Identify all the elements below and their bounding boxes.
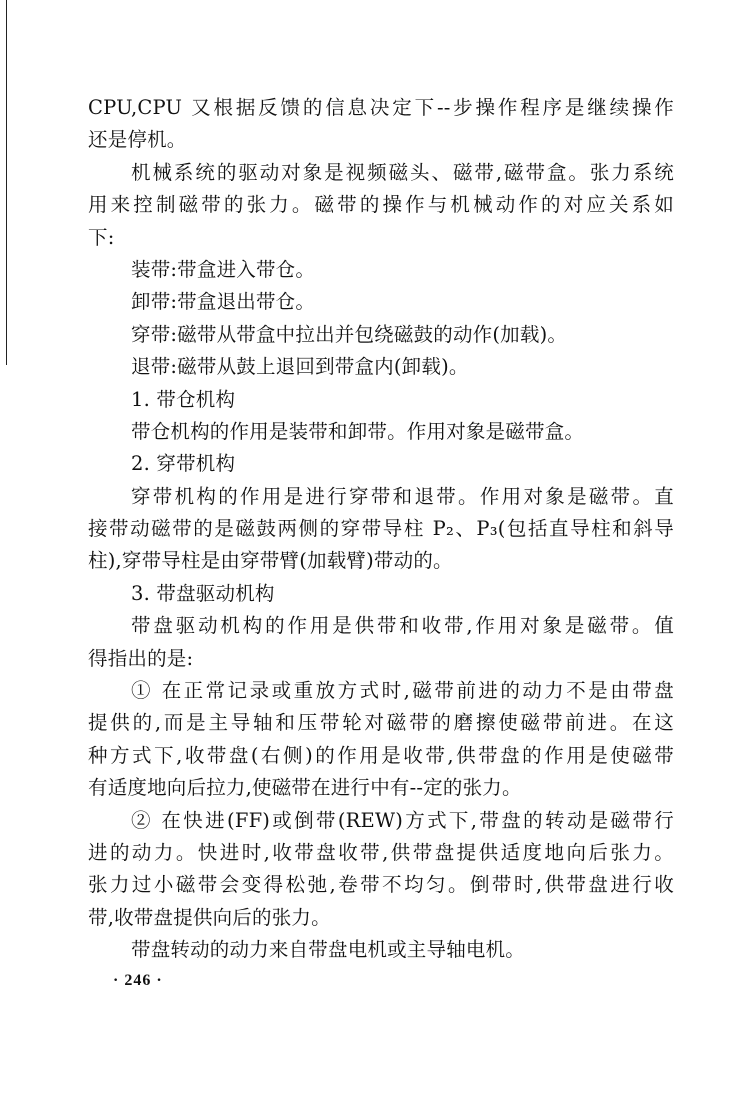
- margin-rule: [6, 0, 7, 365]
- text-line: 用来控制磁带的张力。磁带的操作与机械动作的对应关系如: [88, 193, 674, 217]
- text-line: 还是停机。: [88, 128, 187, 152]
- text-line: 机械系统的驱动对象是视频磁头、磁带,磁带盒。张力系统: [131, 160, 674, 184]
- section-heading: 1. 带仓机构: [131, 387, 236, 411]
- text-line: ② 在快进(FF)或倒带(REW)方式下,带盘的转动是磁带行: [131, 808, 674, 832]
- text-line: ① 在正常记录或重放方式时,磁带前进的动力不是由带盘: [131, 679, 674, 703]
- text-line: 提供的,而是主导轴和压带轮对磁带的磨擦使磁带前进。在这: [88, 711, 674, 735]
- text-line: 得指出的是:: [88, 646, 194, 670]
- text-line: 退带:磁带从鼓上退回到带盒内(卸载)。: [131, 355, 469, 379]
- text-line: 卸带:带盒退出带仓。: [131, 290, 316, 314]
- text-line: 接带动磁带的是磁鼓两侧的穿带导柱 P₂、P₃(包括直导柱和斜导: [88, 517, 674, 541]
- text-line: 进的动力。快进时,收带盘收带,供带盘提供适度地向后张力。: [88, 840, 674, 864]
- text-line: 种方式下,收带盘(右侧)的作用是收带,供带盘的作用是使磁带: [88, 743, 674, 767]
- text-line: 张力过小磁带会变得松弛,卷带不均匀。倒带时,供带盘进行收: [88, 873, 674, 897]
- text-line: 下:: [88, 225, 115, 249]
- text-line: CPU,CPU 又根据反馈的信息决定下--步操作程序是继续操作: [88, 96, 674, 119]
- text-line: 有适度地向后拉力,使磁带在进行中有--定的张力。: [88, 776, 522, 800]
- page-body: [88, 92, 674, 967]
- text-line: 带,收带盘提供向后的张力。: [88, 905, 331, 929]
- text-line: 柱),穿带导柱是由穿带臂(加载臂)带动的。: [88, 549, 453, 573]
- text-line: 带盘驱动机构的作用是供带和收带,作用对象是磁带。值: [131, 614, 674, 638]
- section-heading: 3. 带盘驱动机构: [131, 581, 275, 605]
- text-line: 穿带:磁带从带盒中拉出并包绕磁鼓的动作(加载)。: [131, 322, 568, 346]
- section-heading: 2. 穿带机构: [131, 452, 236, 476]
- text-line: 穿带机构的作用是进行穿带和退带。作用对象是磁带。直: [131, 484, 674, 508]
- text-line: 带盘转动的动力来自带盘电机或主导轴电机。: [131, 938, 526, 962]
- text-line: 装带:带盒进入带仓。: [131, 257, 316, 281]
- text-line: 带仓机构的作用是装带和卸带。作用对象是磁带盒。: [131, 419, 585, 443]
- page-number: · 246 ·: [113, 972, 163, 989]
